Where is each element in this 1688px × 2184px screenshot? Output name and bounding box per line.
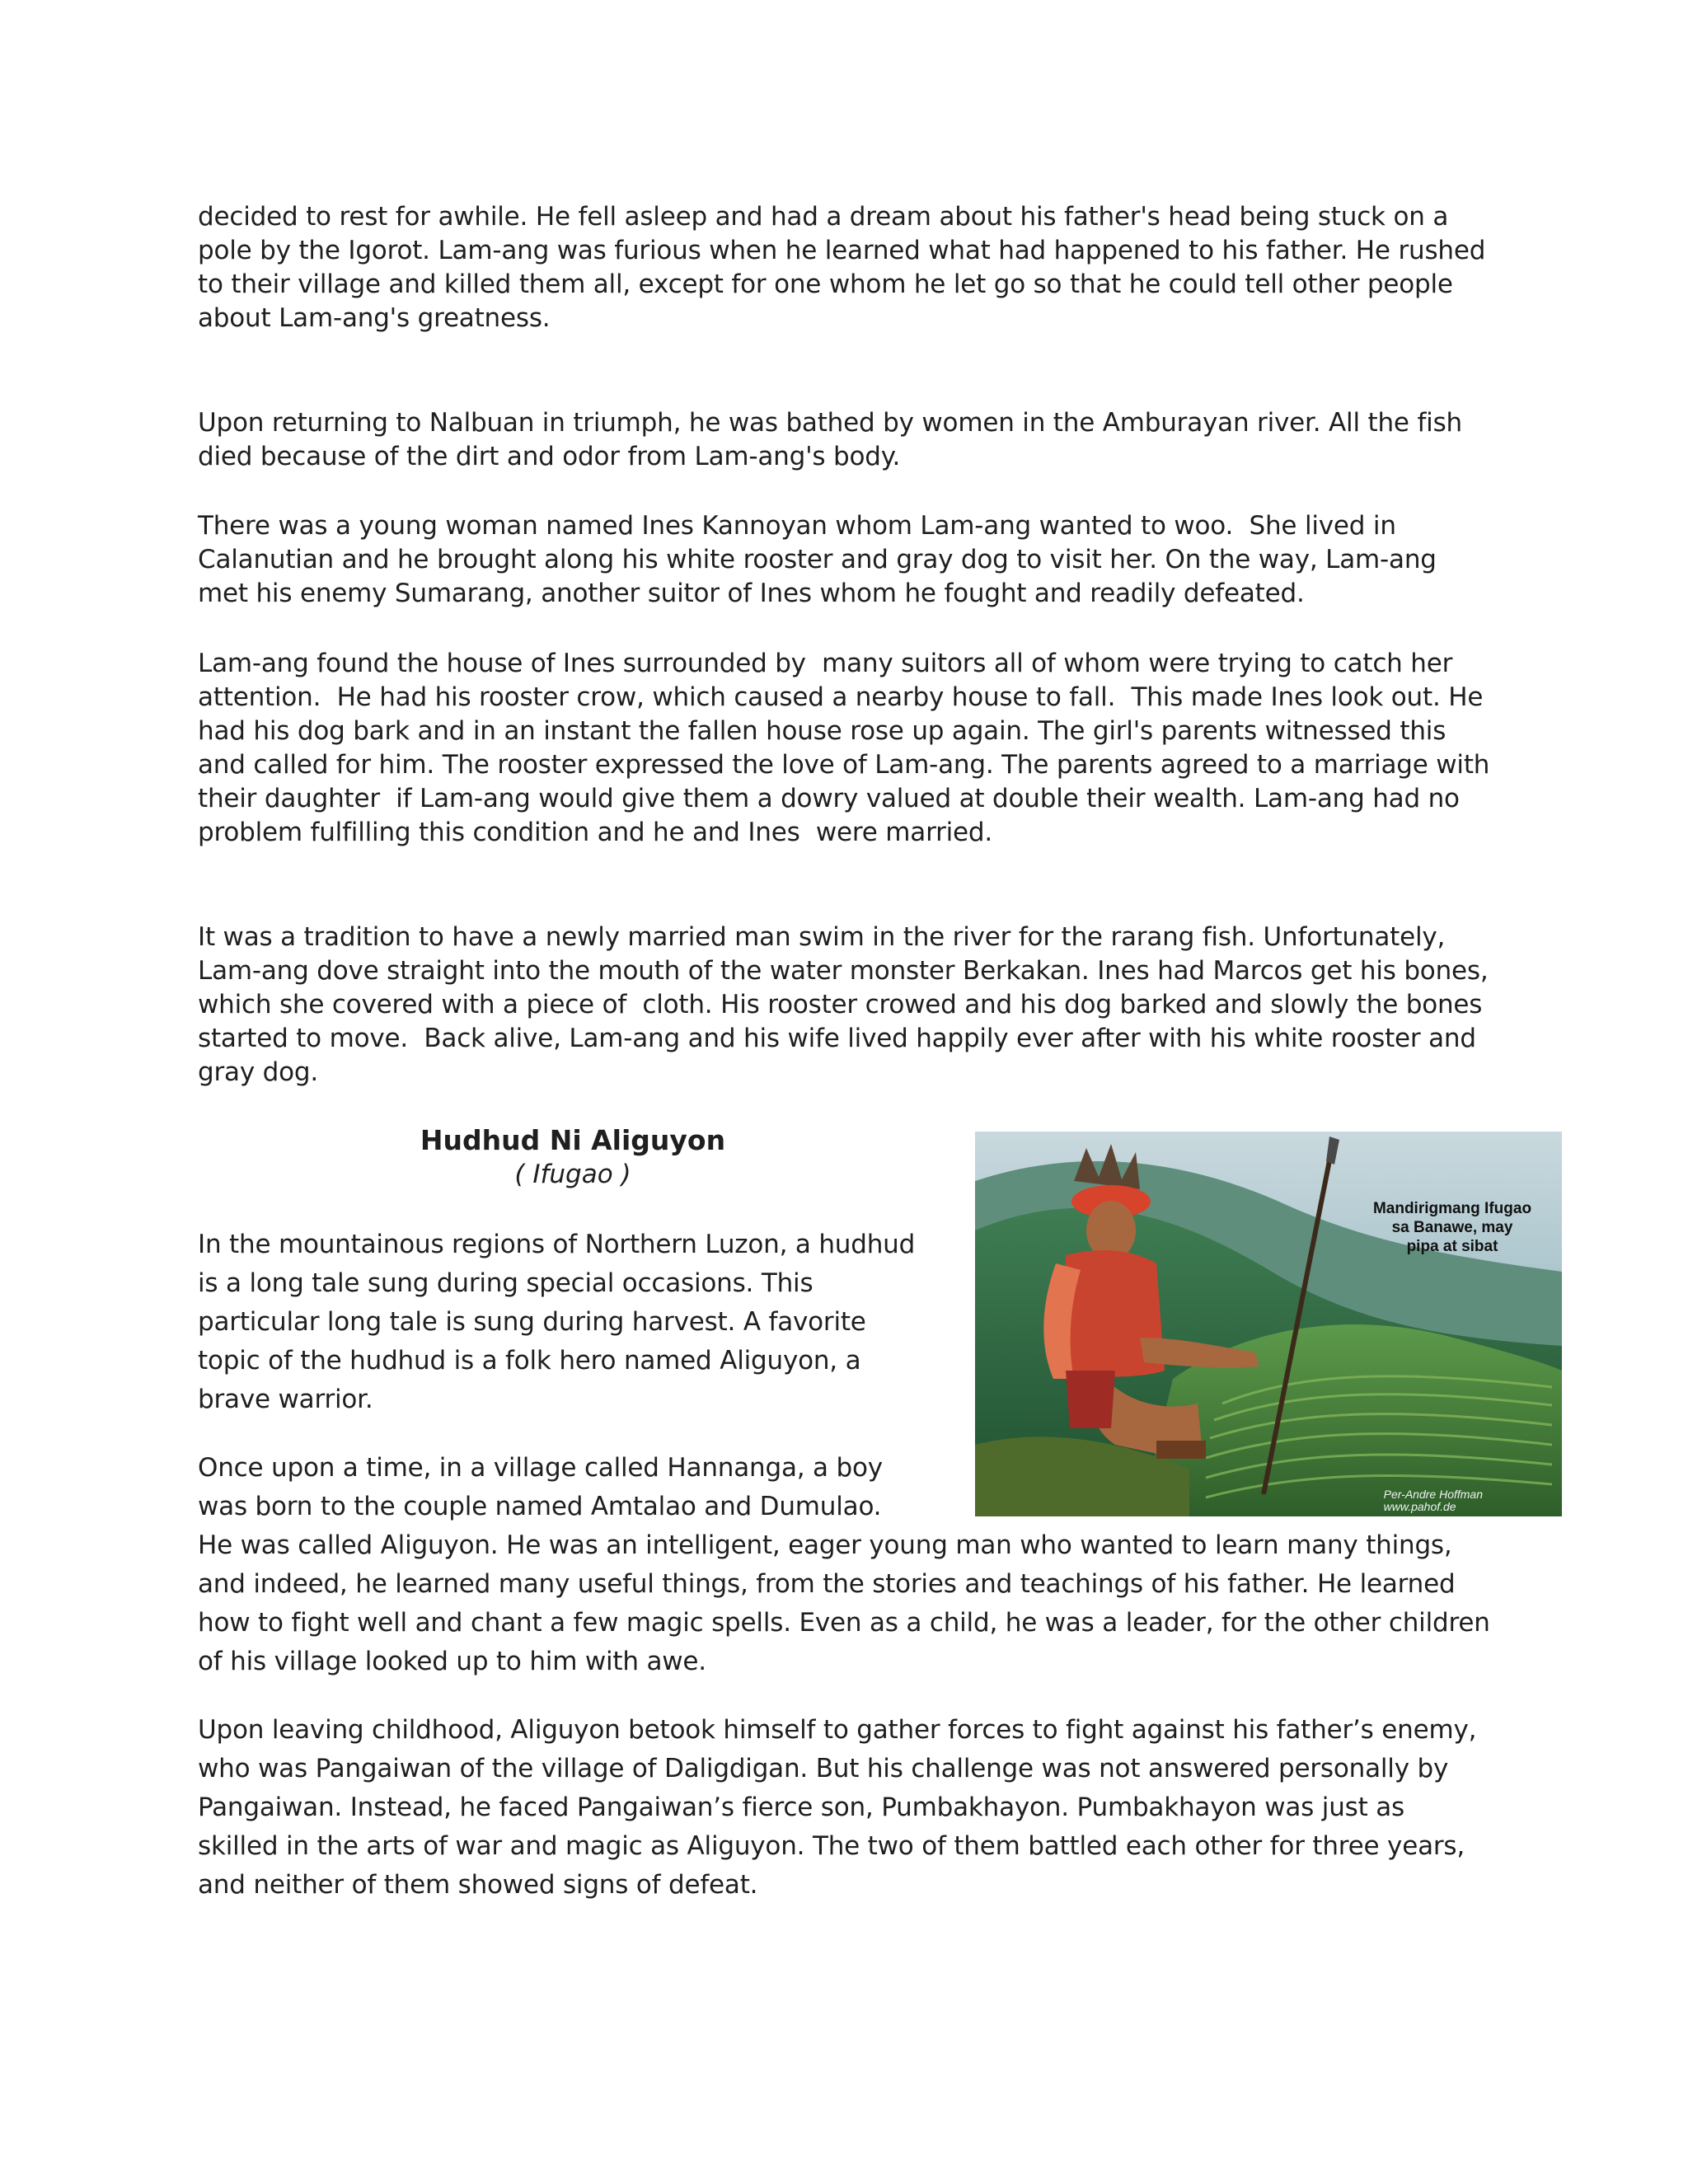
paragraph-hannanga: Once upon a time, in a village called Hannanga, a boy was born to the couple named Amtalao and Dumulao. [198, 1453, 891, 1521]
ifugao-warrior-illustration [975, 1132, 1562, 1516]
photo-credit-url: www.pahof.de [1383, 1500, 1456, 1513]
paragraph-lamang-return: Upon returning to Nalbuan in triumph, he was bathed by women in the Amburayan river. All the fish died because of the dirt and odor from Lam-ang's body. [198, 408, 1470, 471]
photo-caption-line: pipa at sibat [1406, 1238, 1498, 1255]
paragraph-hudhud-intro: In the mountainous regions of Northern Luzon, a hudhud is a long tale sung during special occasions. This particular long tale is sung during harvest. A favorite topic of the hudhud is a folk hero named Aliguyon, a brave warrior. [198, 1230, 923, 1414]
photo-caption-line: Mandirigmang Ifugao [1372, 1200, 1532, 1217]
photo-credit-name: Per-Andre Hoffman [1383, 1488, 1483, 1501]
paragraph-ines-kannoyan: There was a young woman named Ines Kannoyan whom Lam-ang wanted to woo. She lived in Calanutian and he brought along his white rooster and gray dog to visit her. On the way, Lam-ang met his enemy Sumarang, another suitor of Ines whom he fought and readily defeated. [198, 511, 1445, 608]
paragraph-ines-house: Lam-ang found the house of Ines surrounded by many suitors all of whom were trying to catch her attention. He had his rooster crow, which caused a nearby house to fall. This made Ines look out. He had his dog bark and in an instant the fallen house rose up again. The girl's parents witnessed this and called for him. The rooster expressed the love of Lam-ang. The parents agreed to a marriage with their daughter if Lam-ang would give them a dowry valued at double their wealth. Lam-ang had no problem fulfilling this condition and he and Ines were married. [198, 649, 1498, 847]
photo-caption [1366, 1199, 1539, 1256]
ifugao-warrior-photo [975, 1132, 1562, 1516]
paragraph-aliguyon-youth: He was called Aliguyon. He was an intelligent, eager young man who wanted to learn many things, and indeed, he learned many useful things, from the stories and teachings of his father. He learned how to fight well and chant a few magic spells. Even as a child, he was a leader, for the other children of his village looked up to him with awe. [198, 1530, 1498, 1676]
photo-caption-line: sa Banawe, may [1391, 1219, 1513, 1236]
paragraph-rarang-fish: It was a tradition to have a newly married man swim in the river for the rarang fish. Unfortunately, Lam-ang dove straight into the mouth of the water monster Berkakan. Ines had Marcos get his bones, which she covered with a piece of cloth. His rooster crowed and his dog barked and slowly the bones started to move. Back alive, Lam-ang and his wife lived happily ever after with his white rooster and gray dog. [198, 922, 1497, 1087]
section-subtitle: ( Ifugao ) [514, 1160, 631, 1189]
paragraph-aliguyon-battle: Upon leaving childhood, Aliguyon betook himself to gather forces to fight against his father’s enemy, who was Pangaiwan of the village of Daligdigan. But his challenge was not answered personally by Pangaiwan. Instead, he faced Pangaiwan’s fierce son, Pumbakhayon. Pumbakhayon was just as skilled in the arts of war and magic as Aliguyon. The two of them battled each other for three years, and neither of them showed signs of defeat. [198, 1715, 1484, 1900]
paragraph-lamang-dream: decided to rest for awhile. He fell asleep and had a dream about his father's head being stuck on a pole by the Igorot. Lam-ang was furious when he learned what had happened to his father. He rushed to their village and killed them all, except for one whom he let go so that he could tell other people about Lam-ang's greatness. [198, 202, 1493, 333]
section-title: Hudhud Ni Aliguyon [420, 1124, 726, 1156]
photo-credit [1384, 1488, 1483, 1513]
